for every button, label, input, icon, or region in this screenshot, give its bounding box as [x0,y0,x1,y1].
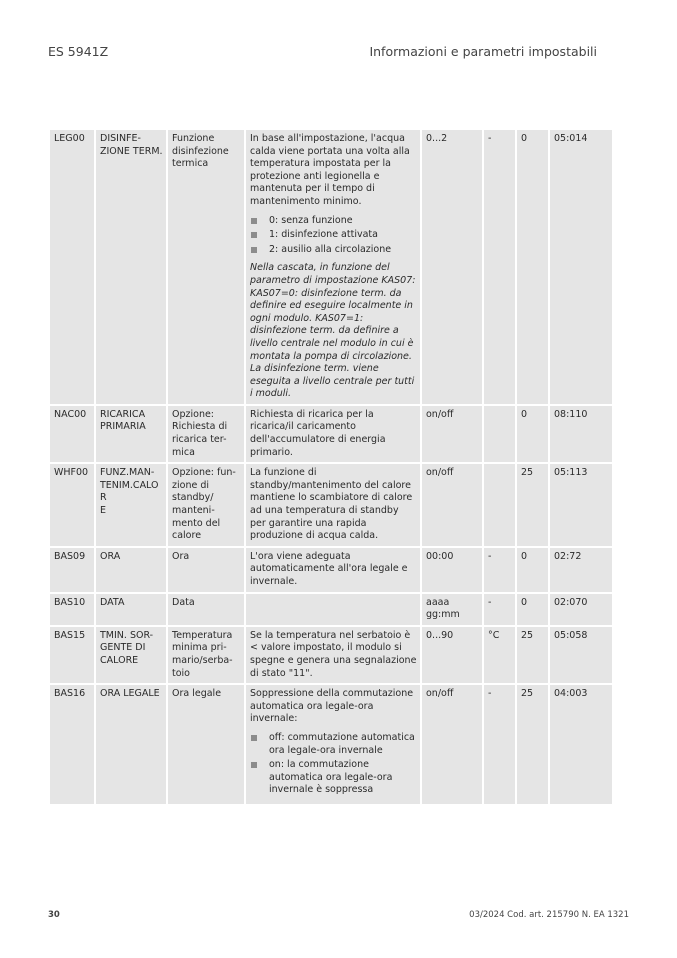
param-ref: 05:113 [550,464,612,546]
param-name: FUNZ.MAN- TENIM.CALOR E [96,464,166,546]
param-description: Soppressione della commutazione automatica ora legale-ora invernale: [250,688,414,725]
param-unit: - [484,130,515,404]
document-info: 03/2024 Cod. art. 215790 N. EA 1321 [469,910,629,920]
table-row [50,685,612,804]
param-ref: 02:070 [550,594,612,625]
param-label: Data [168,594,244,625]
param-ref: 04:003 [550,685,612,804]
param-ref: 08:110 [550,406,612,462]
param-range: on/off [422,685,482,804]
param-label: Temperatura minima pri- mario/serba- toio [168,627,244,683]
option-item: 1: disinfezione attivata [250,229,417,242]
param-ref: 05:014 [550,130,612,404]
param-range: 0...90 [422,627,482,683]
param-range: 00:00 [422,548,482,592]
param-description-cell [246,130,420,404]
param-label: Ora legale [168,685,244,804]
option-item: 0: senza funzione [250,215,417,228]
param-description [246,594,420,625]
param-default: 0 [517,130,548,404]
param-unit: - [484,685,515,804]
param-default: 25 [517,464,548,546]
option-list [250,215,417,257]
param-label: Opzione: fun- zione di standby/ manteni- mento del calore [168,464,244,546]
param-code: LEG00 [50,130,94,404]
param-code: BAS09 [50,548,94,592]
param-name: RICARICA PRIMARIA [96,406,166,462]
param-code: BAS16 [50,685,94,804]
param-ref: 02:72 [550,548,612,592]
param-name: DATA [96,594,166,625]
param-label: Ora [168,548,244,592]
param-code: BAS15 [50,627,94,683]
option-list [250,732,417,797]
table-row [50,627,612,683]
param-description: Se la temperatura nel serbatoio è < valore impostato, il modulo si spegne e genera una segnalazione di stato "11". [246,627,420,683]
param-name: ORA [96,548,166,592]
param-range: aaaa gg:mm [422,594,482,625]
param-description: Richiesta di ricarica per la ricarica/il caricamento dell'accumulatore di energia primario. [246,406,420,462]
page-number: 30 [48,910,60,920]
param-unit [484,464,515,546]
param-default: 0 [517,548,548,592]
param-range: on/off [422,464,482,546]
parameter-table [48,128,614,806]
param-code: NAC00 [50,406,94,462]
option-item: off: commutazione automatica ora legale-ora invernale [250,732,417,757]
cascade-note: Nella cascata, in funzione del parametro di impostazione KAS07: KAS07=0: disinfezione term. da definire ed eseguire localmente in ogni modulo. KAS07=1: disinfezione term. da definire a livello centrale nel modulo in cui è montata la pompa di circolazione. La disinfezione term. viene eseguita a livello centrale per tutti i moduli. [250,262,416,400]
param-unit: °C [484,627,515,683]
document-model: ES 5941Z [48,44,109,59]
param-default: 25 [517,685,548,804]
param-code: WHF00 [50,464,94,546]
param-label: Opzione: Richiesta di ricarica ter- mica [168,406,244,462]
param-default: 0 [517,406,548,462]
option-item: 2: ausilio alla circolazione [250,244,417,257]
table-row [50,548,612,592]
param-description-cell [246,685,420,804]
param-range: 0...2 [422,130,482,404]
table-row [50,464,612,546]
table-row [50,594,612,625]
param-range: on/off [422,406,482,462]
param-description: L'ora viene adeguata automaticamente all'ora legale e invernale. [246,548,420,592]
table-row [50,406,612,462]
param-default: 0 [517,594,548,625]
param-name: DISINFE- ZIONE TERM. [96,130,166,404]
param-name: TMIN. SOR- GENTE DI CALORE [96,627,166,683]
table-row [50,130,612,404]
option-item: on: la commutazione automatica ora legale-ora invernale è soppressa [250,759,417,797]
section-title: Informazioni e parametri impostabili [369,44,597,59]
param-description: In base all'impostazione, l'acqua calda viene portata una volta alla temperatura impostata per la protezione anti legionella e mantenuta per il tempo di mantenimento minimo. [250,133,410,207]
param-code: BAS10 [50,594,94,625]
param-unit: - [484,594,515,625]
param-name: ORA LEGALE [96,685,166,804]
param-unit [484,406,515,462]
param-description: La funzione di standby/mantenimento del calore mantiene lo scambiatore di calore ad una temperatura di standby per garantire una rapida produzione di acqua calda. [246,464,420,546]
param-label: Funzione disinfezione termica [168,130,244,404]
param-unit: - [484,548,515,592]
param-default: 25 [517,627,548,683]
param-ref: 05:058 [550,627,612,683]
